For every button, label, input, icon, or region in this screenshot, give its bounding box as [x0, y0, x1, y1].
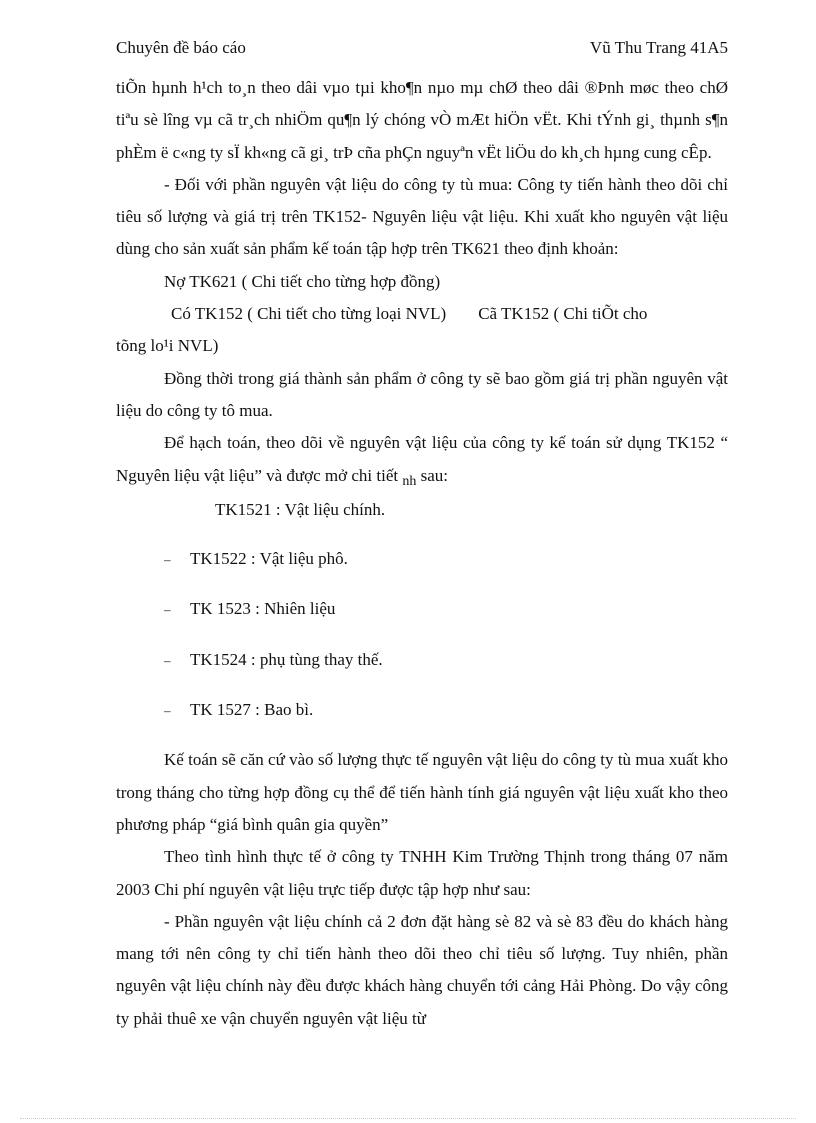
document-body: [116, 72, 728, 1035]
paragraph-company-situation: Theo tình hình thực tế ở công ty TNHH Kim Trường Thịnh trong tháng 07 năm 2003 Chi phí nguyên vật liệu trực tiếp được tập hợp như sau:: [116, 847, 728, 899]
list-item: [116, 593, 728, 626]
bullet-dash-icon: –: [164, 703, 171, 719]
journal-entry-credit: [116, 298, 728, 330]
page-header: [116, 38, 728, 62]
list-item-label: TK1524 : phụ tùng thay thế.: [190, 649, 383, 669]
bullet-dash-icon: –: [164, 602, 171, 618]
list-item-label: TK1522 : Vật liệu phô.: [190, 549, 348, 569]
header-author: Vũ Thu Trang 41A5: [589, 38, 728, 57]
bullet-dash-icon: –: [164, 552, 171, 568]
journal-entry-credit-continued: tõng lo¹i NVL): [116, 336, 219, 356]
bullet-dash-icon: –: [164, 652, 171, 668]
list-item-label: TK 1527 : Bao bì.: [190, 700, 314, 720]
paragraph-main-materials: - Phần nguyên vật liệu chính cả 2 đơn đặt hàng sè 82 và sè 83 đều do khách hàng mang tới nên công ty chỉ tiến hành theo dõi theo chỉ tiêu số lượng. Tuy nhiên, phần nguyên vật liệu chính này đều được khách hàng chuyển tới cảng Hải Phòng. Do vậy công ty phải thuê xe vận chuyển nguyên vật liệu từ: [116, 911, 728, 1028]
list-item: [116, 644, 728, 677]
paragraph-costing-method: Kế toán sẽ căn cứ vào số lượng thực tế nguyên vật liệu do công ty tù mua xuất kho trong tháng cho từng hợp đồng cụ thể để tiến hành tính giá nguyên vật liệu xuất kho theo phương pháp “giá bình quân gia quyền”: [116, 750, 728, 834]
list-item: [116, 543, 728, 576]
paragraph-account-usage: [116, 427, 728, 494]
journal-entry-debit: Nợ TK621 ( Chi tiết cho từng hợp đồng): [164, 271, 441, 291]
journal-entry-credit-unicode: Có TK152 ( Chi tiết cho từng loại NVL): [171, 304, 447, 324]
list-item-tk1521: TK1521 : Vật liệu chính.: [215, 499, 386, 519]
page-bottom-dotted-rule: [20, 1118, 796, 1119]
account-usage-end: sau:: [420, 465, 449, 485]
paragraph-self-purchased-materials: - Đối với phần nguyên vật liệu do công ty tù mua: Công ty tiến hành theo dõi chỉ tiêu số lượng và giá trị trên TK152- Nguyên liệu vật liệu. Khi xuất kho nguyên vật liệu dùng cho sản xuất sản phẩm kế toán tập hợp trên TK621 theo định khoản:: [116, 174, 728, 259]
account-usage-subscript: nh: [402, 473, 417, 489]
list-item-label: TK 1523 : Nhiên liệu: [190, 599, 336, 619]
list-item: [116, 694, 728, 727]
journal-entry-credit-legacy: Cã TK152 ( Chi tiÕt cho: [478, 304, 648, 324]
paragraph-cost-inclusion: Đồng thời trong giá thành sản phẩm ở công ty sẽ bao gồm giá trị phần nguyên vật liệu do công ty tô mua.: [116, 368, 728, 420]
header-report-title: Chuyên đề báo cáo: [116, 38, 246, 57]
paragraph-legacy-encoding: tiÕn hµnh h¹ch to¸n theo dâi vµo tµi kho¶n nµo mµ chØ theo dâi ®Þnh møc theo chØ tiªu sè lîng vµ cã tr¸ch nhiÖm qu¶n lý chóng vÒ mÆt hiÖn vËt. Khi tÝnh gi¸ thµnh s¶n phÈm ë c«ng ty sÏ kh«ng cã gi¸ trÞ cña phÇn nguyªn vËt liÖu do kh¸ch hµng cung cÊp.: [116, 78, 728, 162]
account-usage-text: Để hạch toán, theo dõi về nguyên vật liệu của công ty kế toán sử dụng TK152 “ Nguyên liệu vật liệu” và được mở chi tiết: [116, 433, 728, 485]
